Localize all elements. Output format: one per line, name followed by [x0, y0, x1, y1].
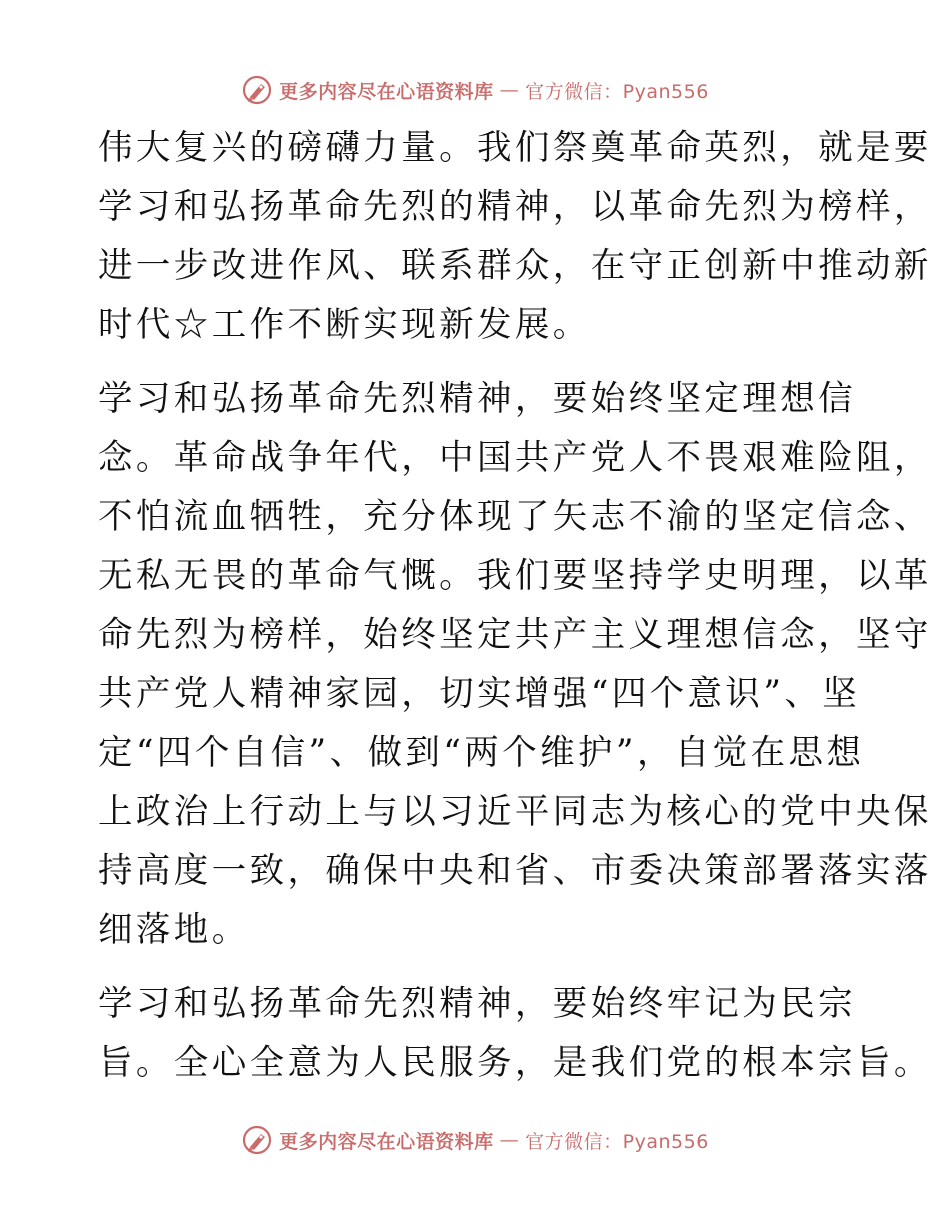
header-banner [0, 70, 950, 110]
text-line: 上政治上行动上与以习近平同志为核心的党中央保 [98, 792, 932, 832]
text-line: 时代☆工作不断实现新发展。 [98, 305, 591, 345]
text-line: 念。革命战争年代，中国共产党人不畏艰难险阻， [98, 438, 932, 478]
banner-separator: — [499, 1129, 520, 1151]
text-line: 共产党人精神家园，切实增强“四个意识”、坚 [98, 674, 861, 714]
text-line: 学习和弘扬革命先烈的精神，以革命先烈为榜样， [98, 187, 932, 227]
text-line: 持高度一致，确保中央和省、市委决策部署落实落 [98, 851, 932, 891]
text-line: 定“四个自信”、做到“两个维护”，自觉在思想 [98, 733, 865, 773]
footer-banner [0, 1120, 950, 1160]
pen-nib-logo-icon [241, 74, 273, 106]
paragraph-3 [98, 975, 932, 1093]
document-body [98, 119, 932, 1093]
text-line: 学习和弘扬革命先烈精神，要始终坚定理想信 [98, 379, 856, 419]
paragraph-2 [98, 370, 932, 960]
text-line: 不怕流血牺牲，充分体现了矢志不渝的坚定信念、 [98, 497, 932, 537]
banner-wechat-text: 官方微信：Pyan556 [525, 80, 709, 103]
text-line: 旨。全心全意为人民服务，是我们党的根本宗旨。 [98, 1043, 932, 1083]
banner-brand-text: 更多内容尽在心语资料库 [279, 1130, 494, 1153]
text-line: 学习和弘扬革命先烈精神，要始终牢记为民宗 [98, 984, 856, 1024]
banner-brand-text: 更多内容尽在心语资料库 [279, 80, 494, 103]
text-line: 进一步改进作风、联系群众，在守正创新中推动新 [98, 246, 932, 286]
text-line: 伟大复兴的磅礴力量。我们祭奠革命英烈，就是要 [98, 128, 932, 168]
text-line: 命先烈为榜样，始终坚定共产主义理想信念，坚守 [98, 615, 932, 655]
pen-nib-logo-icon [241, 1124, 273, 1156]
paragraph-1 [98, 119, 932, 355]
banner-wechat-text: 官方微信：Pyan556 [525, 1130, 709, 1153]
text-line: 细落地。 [98, 910, 250, 950]
text-line: 无私无畏的革命气慨。我们要坚持学史明理，以革 [98, 556, 932, 596]
banner-separator: — [499, 79, 520, 101]
